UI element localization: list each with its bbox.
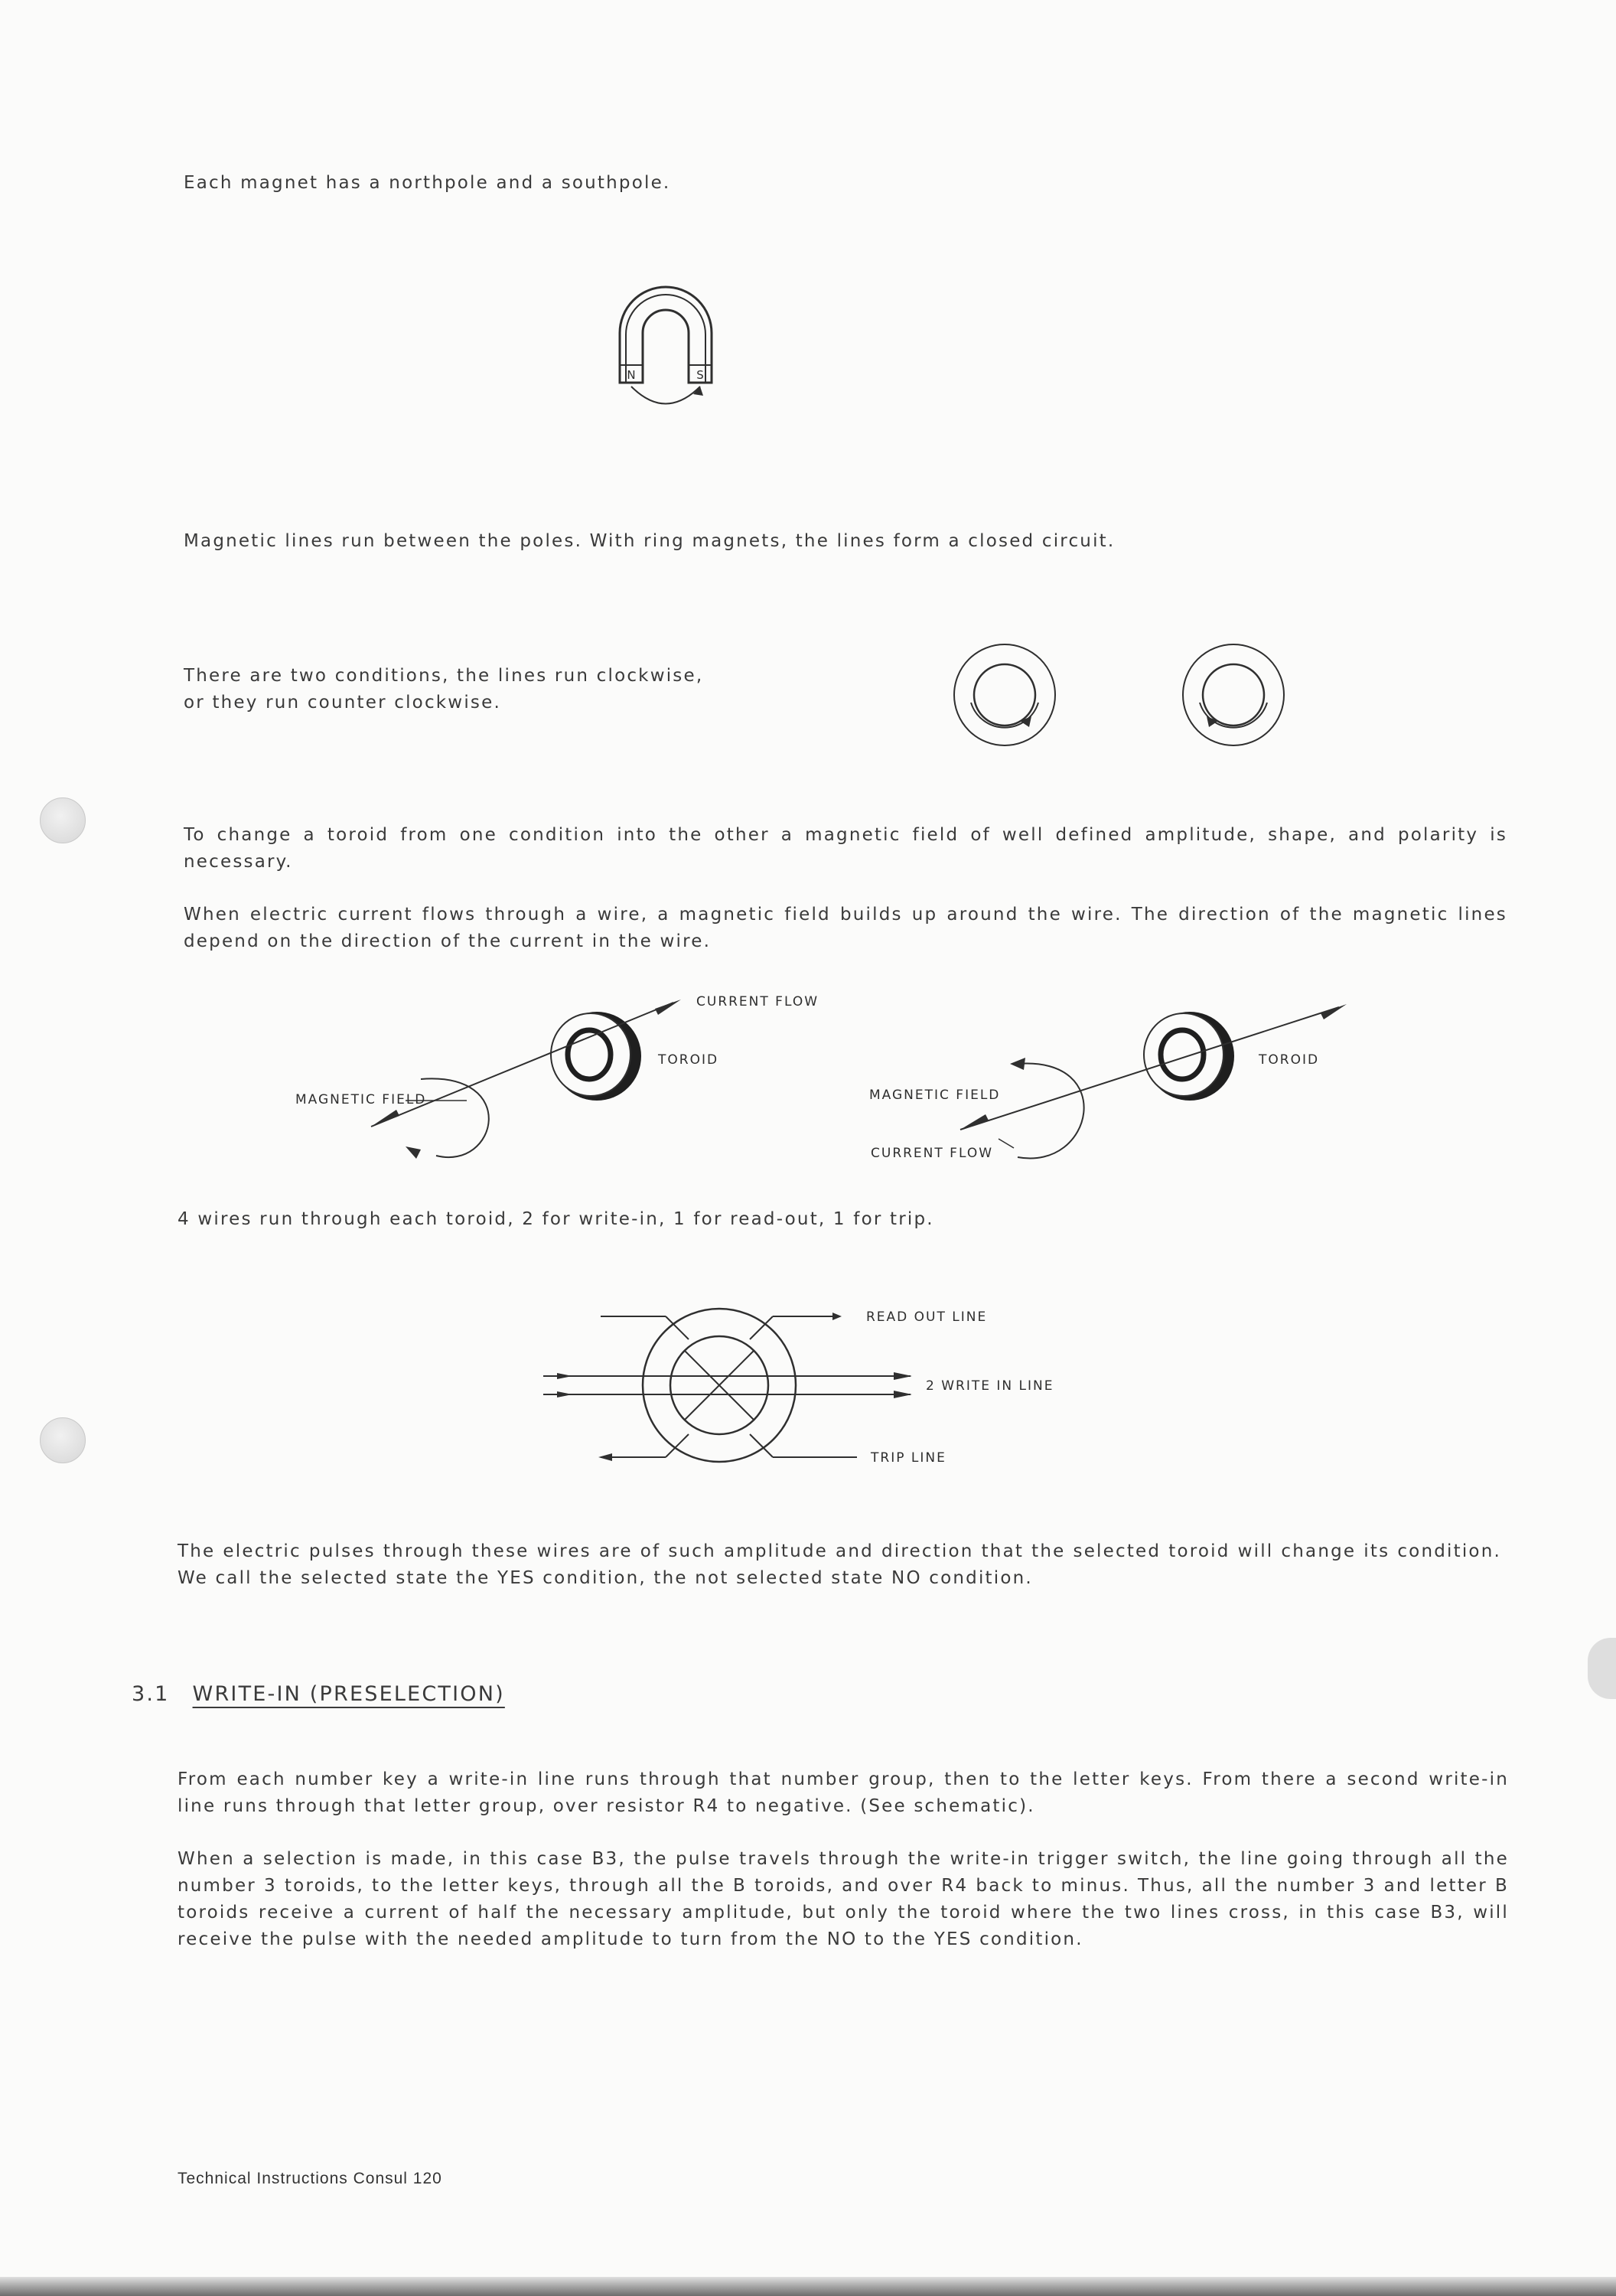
binder-hole-top xyxy=(40,797,86,843)
north-pole-label: N xyxy=(627,368,636,382)
toroid-label-right: TOROID xyxy=(1259,1052,1320,1068)
paragraph-magnet-poles: Each magnet has a northpole and a southpole. xyxy=(184,173,671,193)
page-edge-tab xyxy=(1588,1638,1616,1699)
section-number: 3.1 xyxy=(132,1682,170,1706)
section-heading xyxy=(132,1682,505,1706)
toroid-wires-diagram xyxy=(536,1293,1087,1485)
current-flow-label-left: CURRENT FLOW xyxy=(696,994,819,1009)
toroid-counterclockwise-diagram xyxy=(1180,641,1287,748)
toroid-field-diagram-right xyxy=(865,987,1416,1179)
toroid-label-left: TOROID xyxy=(658,1052,719,1068)
write-in-line-label: 2 WRITE IN LINE xyxy=(926,1378,1054,1394)
footer-text: Technical Instructions Consul 120 xyxy=(178,2170,442,2187)
magnetic-field-label-left: MAGNETIC FIELD xyxy=(295,1092,427,1107)
trip-line-label: TRIP LINE xyxy=(871,1450,946,1466)
toroid-field-diagram-left xyxy=(291,987,842,1179)
paragraph-selection: When a selection is made, in this case B3, the pulse travels through the write-in trigger switch, the line going through all the number 3 toroids, to the letter keys, through all the B toroids, and over R4 back to minus. Thus, all the number 3 and letter B toroids receive a current of half the necessary amplitude, but only the toroid where the two lines cross, in this case B3, will receive the pulse with the needed amplitude to turn from the NO to the YES condition. xyxy=(178,1849,1509,1949)
paragraph-from-each-key: From each number key a write-in line runs through that number group, then to the letter keys. From there a second write-in line runs through that letter group, over resistor R4 to negative. (See schematic). xyxy=(178,1769,1509,1816)
section-title: WRITE-IN (PRESELECTION) xyxy=(192,1682,505,1706)
horseshoe-magnet-diagram xyxy=(612,279,719,421)
current-flow-label-right: CURRENT FLOW xyxy=(871,1146,994,1161)
paragraph-two-conditions: There are two conditions, the lines run clockwise, or they run counter clockwise. xyxy=(184,666,704,713)
read-out-line-label: READ OUT LINE xyxy=(866,1309,988,1325)
binder-hole-bottom xyxy=(40,1417,86,1463)
south-pole-label: S xyxy=(696,368,704,382)
paragraph-change-toroid: To change a toroid from one condition into the other a magnetic field of well defined amplitude, shape, and polarity is necessary. xyxy=(184,825,1507,872)
paragraph-electric-pulses: The electric pulses through these wires are of such amplitude and direction that the selected toroid will change its condition. We call the selected state the YES condition, the not selected state NO condition. xyxy=(178,1541,1501,1588)
toroid-clockwise-diagram xyxy=(951,641,1058,748)
magnetic-field-label-right: MAGNETIC FIELD xyxy=(869,1088,1001,1103)
page-bottom-edge xyxy=(0,2277,1616,2296)
paragraph-four-wires: 4 wires run through each toroid, 2 for write-in, 1 for read-out, 1 for trip. xyxy=(178,1209,934,1229)
paragraph-electric-current: When electric current flows through a wire, a magnetic field builds up around the wire. The direction of the magnetic lines depend on the direction of the current in the wire. xyxy=(184,905,1507,951)
paragraph-magnetic-lines: Magnetic lines run between the poles. With ring magnets, the lines form a closed circuit. xyxy=(184,531,1116,551)
